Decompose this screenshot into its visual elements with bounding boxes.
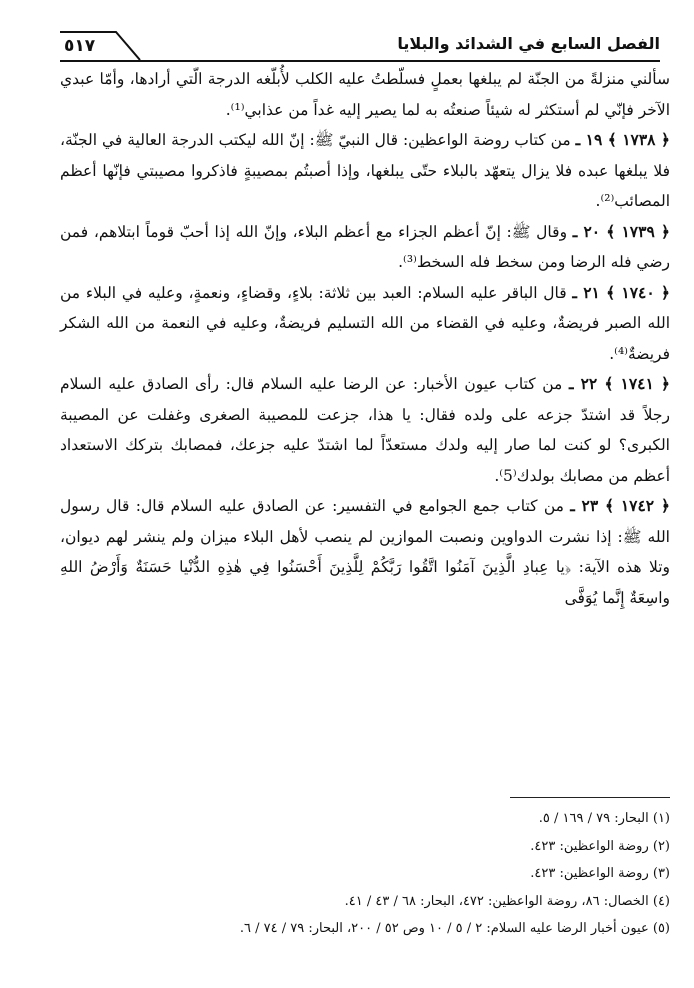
page-header [60, 28, 660, 62]
footnote: (١) البحار: ٧٩ / ١٦٩ / ٥. [538, 811, 670, 826]
hadith-number: ﴿ ١٧٣٨ ﴾ ١٩ ـ [575, 130, 671, 149]
footnote-rule [510, 797, 670, 798]
footnotes [60, 805, 670, 943]
paragraph-text: وقال ﷺ: إنّ أعظم الجزاء مع أعظم البلاء، وإنّ الله إذا أحبّ قوماً ابتلاهم، فمن رضي فله الرضا ومن سخط فله السخط⁽³⁾. [60, 222, 670, 271]
page-number-box [60, 30, 144, 60]
paragraph-text: من كتاب عيون الأخبار: عن الرضا عليه السلام قال: رأى الصادق عليه السلام رجلاً قد اشتدّ جزعه على ولده فقال: يا هذا، جزعت للمصيبة الصغرى وغفلت عن المصيبة الكبرى؟ لو كنت لما صار إليه ولدك مستعدّاً لما اشتدّ عليه جزعك، فمصابك بتركك الاستعداد أعظم من مصابك بولدك⁽5⁾. [60, 375, 670, 485]
hadith-paragraph [60, 369, 670, 491]
hadith-paragraph [60, 278, 670, 370]
footnote: (٢) روضة الواعظين: ٤٢٣. [530, 838, 670, 854]
hadith-number: ﴿ ١٧٣٩ ﴾ ٢٠ ـ [572, 221, 671, 241]
hadith-paragraph [60, 125, 670, 217]
paragraph-continuation [60, 64, 670, 125]
page-number: ٥١٧ [64, 36, 96, 56]
main-text [60, 64, 670, 613]
footnote: (٤) الخصال: ٨٦، روضة الواعظين: ٤٧٢، البحار: ٦٨ / ٤٣ / ٤١. [344, 893, 670, 909]
hadith-paragraph [60, 217, 670, 278]
chapter-title: الفصل السابع في الشدائد والبلايا [397, 34, 660, 53]
hadith-number: ﴿ ١٧٤٢ ﴾ ٢٣ ـ [570, 496, 670, 515]
paragraph-text: قال الباقر عليه السلام: العبد بين ثلاثة: بلاءٍ، وقضاءٍ، ونعمةٍ، وعليه في البلاء من الله الصبر فريضةٌ، وعليه في القضاء من الله التسليم فريضةٌ، وعليه في النعمة من الله الشكر فريضةٌ⁽⁴⁾. [60, 283, 670, 363]
paragraph-text: من كتاب روضة الواعظين: قال النبيّ ﷺ: إنّ الله ليكتب الدرجة العالية في الجنّة، فلا يبلغها عبده فلا يزال يتعهّد بالبلاء حتّى يبلغها، وإذا أصبتُم بمصيبةٍ فاذكروا مصيبتي فإنّها أعظم المصائب⁽²⁾. [60, 131, 670, 210]
paragraph-text: من كتاب جمع الجوامع في التفسير: عن الصادق عليه السلام قال: قال رسول الله ﷺ: إذا نشرت الدواوين ونصبت الموازين لم ينصب لأهل البلاء ميزان ولم ينشر لهم ديوان، وتلا هذه الآية: ﴿يا عِبادِ الَّذِينَ آمَنُوا اتَّقُوا رَبَّكُمْ لِلَّذِينَ أَحْسَنُوا فِي هٰذِهِ الدُّنْيا حَسَنَةٌ وَأَرْضُ اللهِ واسِعَةٌ إِنَّما يُوَفَّى [60, 497, 670, 607]
footnote: (٥) عيون أخبار الرضا عليه السلام: ٢ / ٥ / ١٠ وص ٥٢ / ٢٠٠، البحار: ٧٩ / ٧٤ / ٦. [239, 921, 670, 936]
hadith-number: ﴿ ١٧٤١ ﴾ ٢٢ ـ [568, 374, 671, 393]
paragraph-text: سألني منزلةً من الجنّة لم يبلغها بعملٍ فسلّطتُ عليه الكلب لأُبلّغه الدرجة الّتي أرادها، وأمّا عبدي الآخر فإنّي لم أستكثر له شيئاً صنعتُه به لما يصير إليه غداً من عذابي⁽¹⁾. [60, 70, 670, 119]
footnote: (٣) روضة الواعظين: ٤٢٣. [530, 866, 670, 881]
hadith-paragraph [60, 491, 670, 613]
hadith-number: ﴿ ١٧٤٠ ﴾ ٢١ ـ [572, 282, 670, 302]
header-rule [60, 60, 660, 62]
